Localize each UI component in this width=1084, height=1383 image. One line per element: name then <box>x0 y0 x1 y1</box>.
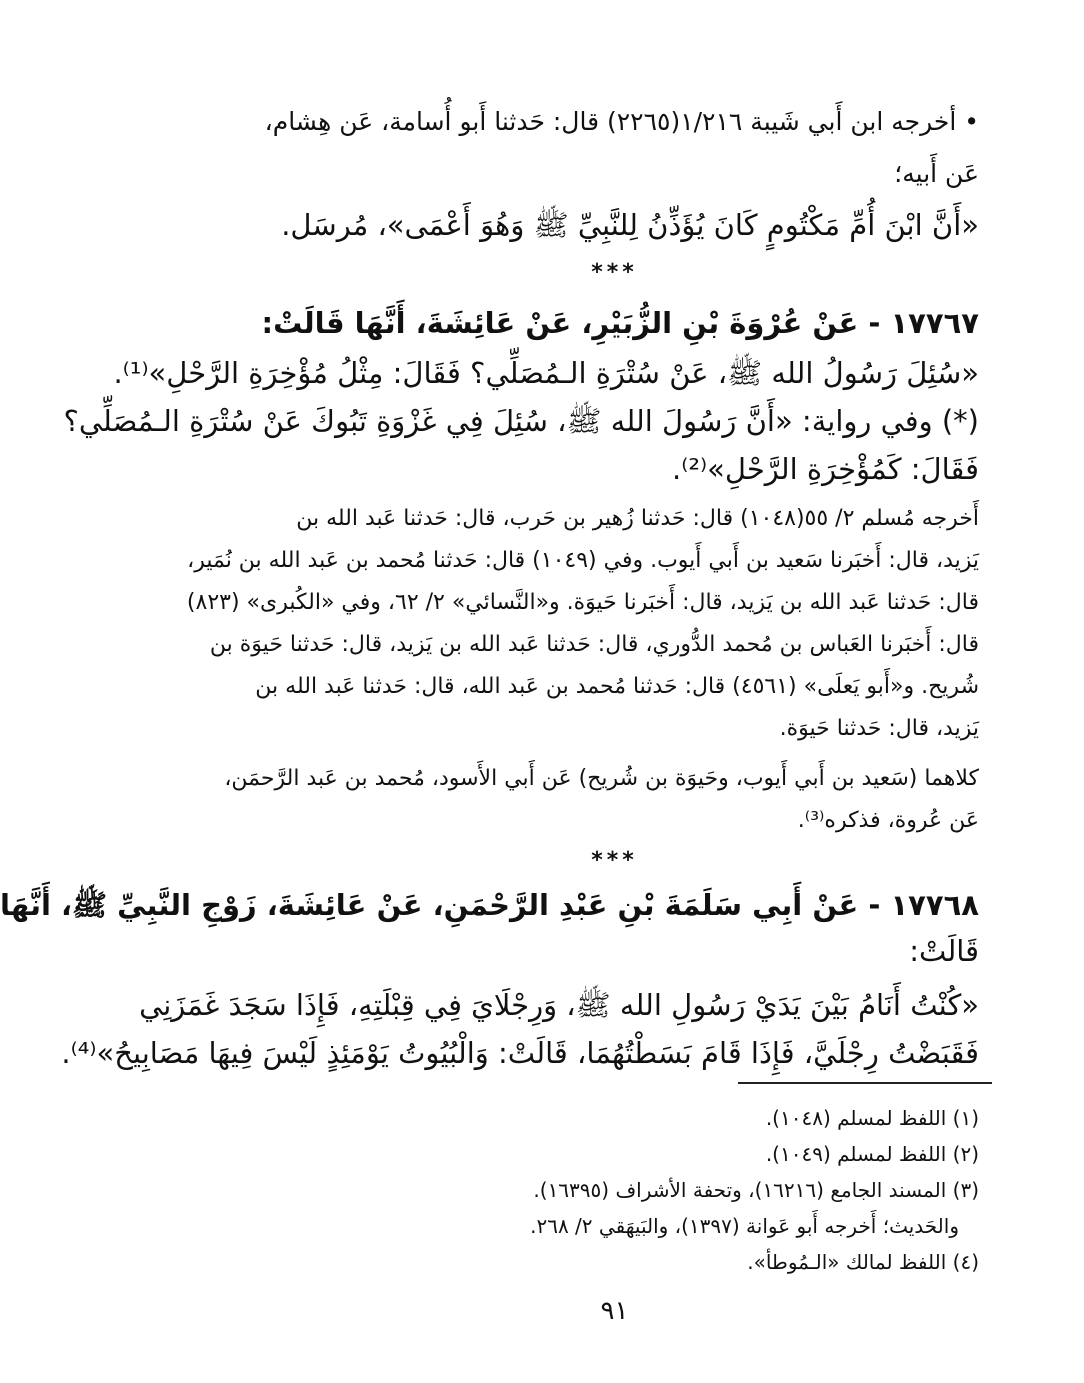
footnote: والحَديث؛ أَخرجه أَبو عَوانة (١٣٩٧)، والبَيهَقي ٢/ ٢٦٨. <box>530 1214 959 1238</box>
text-line: عَن أَبيه؛ <box>894 159 979 188</box>
text-line: قال: حَدثنا عَبد الله بن يَزيد، قال: أَخبَرنا حَيوَة. و«النَّسائي» ٢/ ٦٢، وفي «الكُبرى» (٨٢٣) <box>186 590 979 615</box>
footnote: (٢) اللفظ لمسلم (١٠٤٩). <box>765 1142 979 1166</box>
quote-line: «كُنْتُ أَنَامُ بَيْنَ يَدَيْ رَسُولِ الله ﷺ، وَرِجْلَايَ فِي قِبْلَتِهِ، فَإِذَا سَجَدَ غَمَزَنِي <box>139 988 979 1022</box>
page-number: ٩١ <box>600 1296 629 1326</box>
quote-line: قَالَتْ: <box>909 934 979 968</box>
text-line: كلاهما (سَعيد بن أَبي أَيوب، وحَيوَة بن شُريح) عَن أَبي الأَسود، مُحمد بن عَبد الرَّحمَن، <box>224 766 979 791</box>
quote-line: فَقَبَضْتُ رِجْلَيَّ، فَإِذَا قَامَ بَسَطْتُهُمَا، قَالَتْ: وَالْبُيُوتُ يَوْمَئِذٍ لَيْسَ فِيهَا مَصَابِيحُ»⁽⁴⁾. <box>61 1036 979 1070</box>
text-line: • أخرجه ابن أَبي شَيبة ١/٢١٦(٢٢٦٥) قال: حَدثنا أَبو أُسامة، عَن هِشام، <box>264 107 979 136</box>
text-line: يَزيد، قال: أَخبَرنا سَعيد بن أَبي أَيوب. وفي (١٠٤٩) قال: حَدثنا مُحمد بن عَبد الله بن نُمَير، <box>187 548 979 573</box>
text-line: قال: أَخبَرنا العَباس بن مُحمد الدُّوري، قال: حَدثنا عَبد الله بن يَزيد، قال: حَدثنا حَيوَة بن <box>209 632 979 657</box>
footnote-rule <box>738 1082 992 1084</box>
footnote: (٤) اللفظ لمالك «الـمُوطأ». <box>747 1250 979 1274</box>
hadith-heading: ١٧٧٦٧ - عَنْ عُرْوَةَ بْنِ الزُّبَيْرِ، عَنْ عَائِشَةَ، أَنَّهَا قَالَتْ: <box>261 306 979 340</box>
hadith-heading: ١٧٧٦٨ - عَنْ أَبِي سَلَمَةَ بْنِ عَبْدِ الرَّحْمَنِ، عَنْ عَائِشَةَ، زَوْجِ النَّبِيِّ ﷺ، أَنَّهَا <box>0 888 979 922</box>
text-line: عَن عُروة، فذكره⁽³⁾. <box>797 808 979 833</box>
section-separator: *** <box>591 260 638 285</box>
footnote: (١) اللفظ لمسلم (١٠٤٨). <box>765 1106 979 1130</box>
quote-line: (*) وفي رواية: «أَنَّ رَسُولَ الله ﷺ، سُئِلَ فِي غَزْوَةِ تَبُوكَ عَنْ سُتْرَةِ الـمُصَلِّي؟ <box>63 404 979 438</box>
text-line: يَزيد، قال: حَدثنا حَيوَة. <box>779 716 979 741</box>
quote-line: فَقَالَ: كَمُؤْخِرَةِ الرَّحْلِ»⁽²⁾. <box>672 452 979 486</box>
text-line: شُريح. و«أَبو يَعلَى» (٤٥٦١) قال: حَدثنا مُحمد بن عَبد الله، قال: حَدثنا عَبد الله بن <box>255 674 979 699</box>
section-separator: *** <box>591 848 638 873</box>
text-line: أَخرجه مُسلم ٢/ ٥٥(١٠٤٨) قال: حَدثنا زُهير بن حَرب، قال: حَدثنا عَبد الله بن <box>296 506 979 531</box>
quote-line: «أَنَّ ابْنَ أُمِّ مَكْتُومٍ كَانَ يُؤَذِّنُ لِلنَّبِيِّ ﷺ وَهُوَ أَعْمَى»، مُرسَل. <box>281 208 979 242</box>
quote-line: «سُئِلَ رَسُولُ الله ﷺ، عَنْ سُتْرَةِ الـمُصَلِّي؟ فَقَالَ: مِثْلُ مُؤْخِرَةِ الرَّحْلِ»⁽¹⁾. <box>113 356 979 390</box>
footnote: (٣) المسند الجامع (١٦٢١٦)، وتحفة الأشراف (١٦٣٩٥). <box>533 1178 979 1202</box>
